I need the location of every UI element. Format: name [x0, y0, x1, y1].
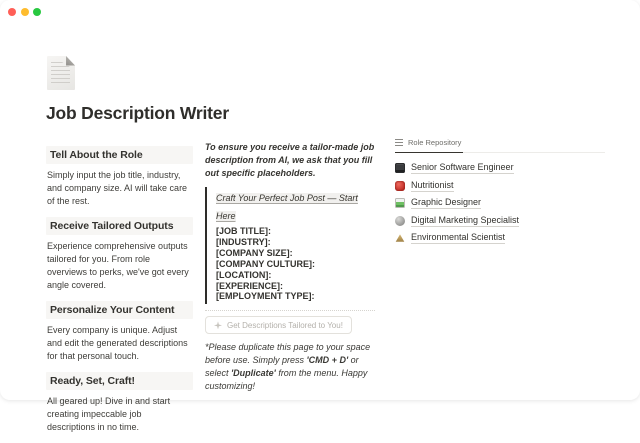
- tab-role-repository-label: Role Repository: [408, 138, 462, 147]
- placeholder-line: [JOB TITLE]:: [216, 226, 271, 236]
- start-here-link[interactable]: Craft Your Perfect Job Post — Start Here: [216, 193, 358, 221]
- minimize-button[interactable]: [21, 8, 29, 16]
- placeholder-line: [COMPANY CULTURE]:: [216, 258, 315, 269]
- placeholder-line: [EXPERIENCE]:: [216, 280, 284, 291]
- features-column: [46, 146, 193, 443]
- zoom-button[interactable]: [33, 8, 41, 16]
- feature-section: [46, 217, 193, 292]
- placeholder-line: [LOCATION]:: [216, 269, 272, 280]
- picture-frame-icon: [395, 198, 405, 208]
- sparkle-icon: [214, 321, 222, 329]
- footnote-text: *Please duplicate this page to your space before use. Simply press: [205, 342, 371, 366]
- feature-section: [46, 301, 193, 363]
- role-item-label: Digital Marketing Specialist: [411, 214, 520, 225]
- role-list: [395, 162, 605, 244]
- footnote-shortcut: 'CMD + D': [306, 355, 349, 366]
- window-controls: [8, 8, 41, 16]
- role-item-digital-marketing-specialist[interactable]: [395, 215, 605, 227]
- document-page-icon[interactable]: [47, 56, 75, 90]
- prompt-quote-block: [205, 187, 375, 304]
- feature-heading: Receive Tailored Outputs: [46, 217, 193, 235]
- role-item-label: Nutritionist: [411, 179, 454, 190]
- duplicate-footnote: [205, 341, 375, 393]
- page-title: Job Description Writer: [46, 103, 229, 123]
- role-repository-panel: [395, 136, 605, 250]
- tab-role-repository[interactable]: [395, 136, 463, 153]
- role-item-graphic-designer[interactable]: [395, 197, 605, 209]
- role-item-nutritionist[interactable]: [395, 180, 605, 192]
- feature-heading: Tell About the Role: [46, 146, 193, 164]
- mountain-icon: [395, 233, 405, 243]
- get-descriptions-button-label: Get Descriptions Tailored to You!: [227, 320, 343, 330]
- prompt-column: [205, 141, 375, 393]
- database-view-tabbar: [395, 136, 605, 153]
- feature-body: Every company is unique. Adjust and edit the generated descriptions for that personal touch.: [47, 325, 188, 361]
- feature-heading: Ready, Set, Craft!: [46, 372, 193, 390]
- footnote-duplicate: 'Duplicate': [231, 368, 276, 379]
- feature-body: Experience comprehensive outputs tailored for you. From role overviews to perks, we've got every angle covered.: [47, 241, 189, 290]
- feature-body: All geared up! Dive in and start creating impeccable job descriptions in no time.: [47, 396, 171, 432]
- laptop-icon: [395, 163, 405, 173]
- get-descriptions-button[interactable]: [205, 316, 352, 334]
- role-item-label: Senior Software Engineer: [411, 162, 514, 172]
- intro-text: To ensure you receive a tailor-made job description from AI, we ask that you fill out specific placeholders.: [205, 142, 375, 178]
- close-button[interactable]: [8, 8, 16, 16]
- document-folded-corner: [66, 56, 75, 66]
- role-item-senior-software-engineer[interactable]: [395, 162, 605, 174]
- apple-icon: [395, 181, 405, 191]
- role-item-label: Graphic Designer: [411, 197, 482, 207]
- feature-section: [46, 372, 193, 434]
- feature-body: Simply input the job title, industry, and company size. AI will take care of the rest.: [47, 170, 188, 206]
- placeholder-line: [INDUSTRY]:: [216, 236, 271, 247]
- placeholder-line: [EMPLOYMENT TYPE]:: [216, 291, 315, 302]
- feature-section: [46, 146, 193, 208]
- footnote-text: from the menu. Happy customizing!: [205, 368, 368, 392]
- feature-heading: Personalize Your Content: [46, 301, 193, 319]
- role-item-label: Environmental Scientist: [411, 232, 506, 242]
- placeholder-line: [COMPANY SIZE]:: [216, 247, 293, 258]
- footnote-text: or select: [205, 355, 359, 379]
- dotted-divider: [205, 310, 375, 311]
- globe-icon: [395, 216, 405, 226]
- role-item-environmental-scientist[interactable]: [395, 232, 605, 244]
- list-view-icon: [395, 139, 403, 146]
